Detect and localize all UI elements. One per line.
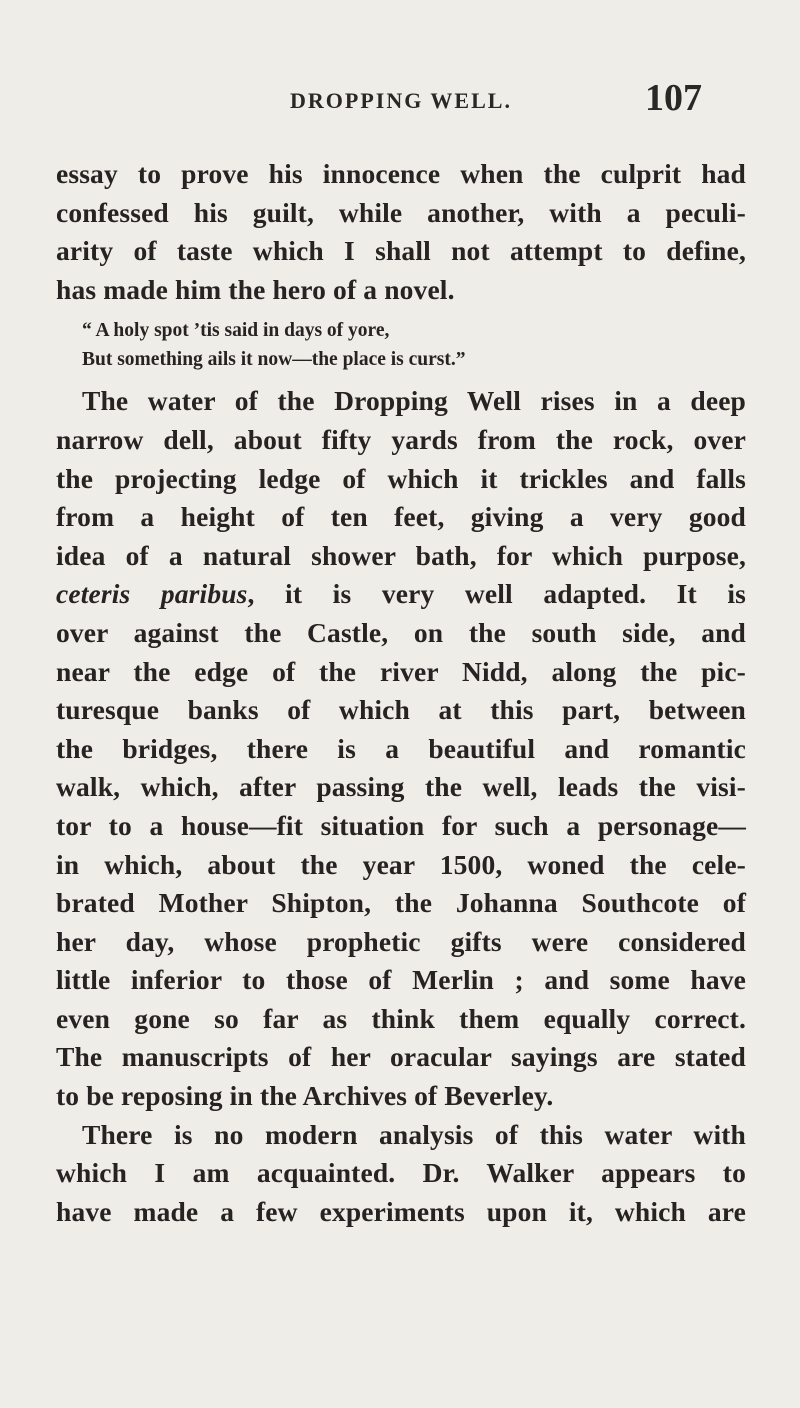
quote-line: But something ails it now—the place is curst.” <box>82 349 466 371</box>
body-text <box>56 155 746 1231</box>
text-line: The water of the Dropping Well rises in a deep <box>82 385 746 417</box>
text-line: her day, whose prophetic gifts were considered <box>56 925 746 957</box>
verse-quotation <box>56 316 746 374</box>
text-line: brated Mother Shipton, the Johanna Southcote of <box>56 887 746 919</box>
text-line: narrow dell, about fifty yards from the rock, over <box>56 423 746 455</box>
text-line: There is no modern analysis of this water with <box>82 1118 746 1150</box>
text-line: have made a few experiments upon it, which are <box>56 1195 746 1227</box>
text-line <box>56 575 746 614</box>
text-line: The manuscripts of her oracular sayings are stated <box>56 1041 746 1073</box>
text-line: over against the Castle, on the south side, and <box>56 616 746 648</box>
text-line: tor to a house—fit situation for such a personage— <box>56 809 746 841</box>
text-line: walk, which, after passing the well, leads the visi- <box>56 771 746 803</box>
text-line: near the edge of the river Nidd, along the pic- <box>56 655 746 687</box>
text-line: has made him the hero of a novel. <box>56 273 455 305</box>
text-line: even gone so far as think them equally correct. <box>56 1002 746 1034</box>
text-line: turesque banks of which at this part, between <box>56 694 746 726</box>
latin-phrase: ceteris paribus <box>56 578 248 610</box>
paragraph-dropping-well <box>56 382 746 1115</box>
text-line: confessed his guilt, while another, with a peculi- <box>56 196 746 228</box>
text-line: idea of a natural shower bath, for which purpose, <box>56 539 746 571</box>
text-line: from a height of ten feet, giving a very good <box>56 501 746 533</box>
text-line: to be reposing in the Archives of Beverley. <box>56 1080 554 1112</box>
text-fragment: , it is very well adapted. It is <box>247 578 746 610</box>
text-line: arity of taste which I shall not attempt to define, <box>56 235 746 267</box>
paragraph-analysis <box>56 1116 746 1232</box>
text-line: essay to prove his innocence when the culprit had <box>56 158 746 189</box>
page-number: 107 <box>645 77 702 119</box>
text-line: the bridges, there is a beautiful and romantic <box>56 732 746 764</box>
paragraph-continuation <box>56 155 746 309</box>
text-line: which I am acquainted. Dr. Walker appears to <box>56 1157 746 1189</box>
text-line: little inferior to those of Merlin ; and some have <box>56 964 746 996</box>
running-head: DROPPING WELL. <box>290 88 512 113</box>
text-line: in which, about the year 1500, woned the cele- <box>56 848 746 880</box>
page-header <box>0 76 800 126</box>
text-line: the projecting ledge of which it trickles and falls <box>56 462 746 494</box>
quote-line: “ A holy spot ’tis said in days of yore, <box>82 320 390 342</box>
